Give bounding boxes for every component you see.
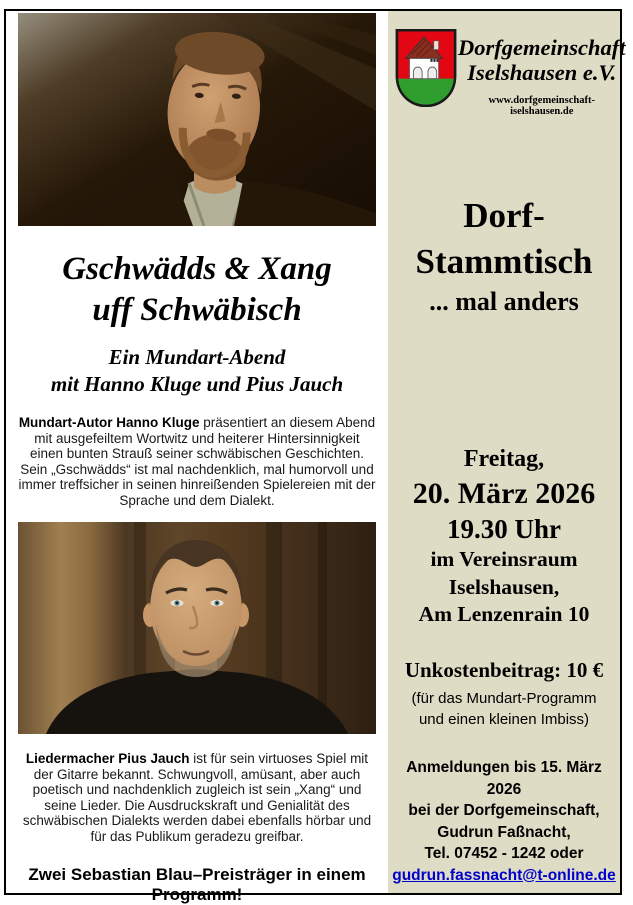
price-note-line2: und einen kleinen Imbiss) — [418, 711, 590, 728]
registration-deadline: Anmeldungen bis 15. März 2026 — [406, 759, 602, 798]
registration-phone: Tel. 07452 - 1242 oder — [424, 845, 584, 862]
event-venue-line1: im Vereinsraum — [430, 547, 578, 571]
event-subtitle-line1: Ein Mundart-Abend — [108, 345, 286, 369]
registration-person: Gudrun Faßnacht, — [437, 823, 571, 841]
email-link[interactable]: gudrun.fassnacht@t-online.de — [392, 866, 616, 884]
event-weekday: Freitag, — [463, 446, 545, 472]
event-subtitle-line2: mit Hanno Kluge und Pius Jauch — [50, 372, 344, 396]
price-note-line1: (für das Mundart-Programm — [411, 690, 597, 707]
event-title-line2: uff Schwäbisch — [92, 292, 302, 328]
hanno-kluge-description — [6, 415, 388, 508]
event-date: 20. März 2026 — [412, 477, 596, 510]
left-column — [6, 11, 388, 904]
registration-info — [388, 757, 620, 886]
event-name — [388, 193, 620, 319]
flyer-frame — [4, 9, 626, 904]
right-column — [388, 11, 626, 893]
organization-name-line1: Dorfgemeinschaft — [458, 35, 626, 60]
event-venue-line2: Iselshausen, — [448, 574, 560, 599]
organization-name — [458, 35, 626, 85]
hanno-kluge-photo — [18, 13, 376, 226]
organization-website: www.dorfgemeinschaft-iselshausen.de — [488, 95, 595, 117]
hanno-kluge-text: präsentiert an diesem Abend mit ausgefeiltem Wortwitz und heiterer Hintersinnigkeit einen bunten Strauß seiner schwäbischen Geschichten. Sein „Gschwädds“ ist mal nachdenklich, mal humorvoll und immer treffsicher in seinen hinreißenden Spielereien mit der Sprache und dem Dialekt. — [18, 415, 376, 508]
hanno-kluge-name: Mundart-Autor Hanno Kluge — [18, 415, 200, 430]
program-highlight: Zwei Sebastian Blau–Preisträger in einem Programm! — [28, 865, 366, 904]
organization-name-line2: Iselshausen e.V. — [467, 60, 617, 85]
pius-jauch-description — [6, 751, 388, 844]
event-name-line1: Dorf- — [463, 196, 545, 235]
event-name-tagline: ... mal anders — [429, 287, 579, 316]
event-subtitle — [6, 344, 388, 398]
pius-jauch-text: ist für sein virtuoses Spiel mit der Gitarre bekannt. Schwungvoll, amüsant, aber auch poetisch und nachdenklich zugleich ist sein „Xang“ und seine Lieder. Die Ausdruckskraft und Genialität des schwäbischen Dialekts werden dabei ebenfalls hörbar und für das Publikum geradezu greifbar. — [22, 751, 372, 844]
event-title-line1: Gschwädds & Xang — [62, 251, 332, 287]
price-info — [388, 656, 620, 730]
pius-jauch-photo — [18, 522, 376, 734]
event-name-line2: Stammtisch — [415, 242, 593, 281]
registration-org: bei der Dorfgemeinschaft, — [408, 802, 600, 819]
village-crest-icon — [394, 27, 458, 109]
event-details — [388, 443, 620, 629]
price-amount: Unkostenbeitrag: 10 € — [404, 658, 604, 682]
event-venue-line3: Am Lenzenrain 10 — [418, 602, 590, 626]
event-title — [6, 249, 388, 331]
event-time: 19.30 Uhr — [447, 514, 561, 544]
organization-logo — [394, 27, 626, 117]
pius-jauch-name: Liedermacher Pius Jauch — [25, 751, 190, 766]
